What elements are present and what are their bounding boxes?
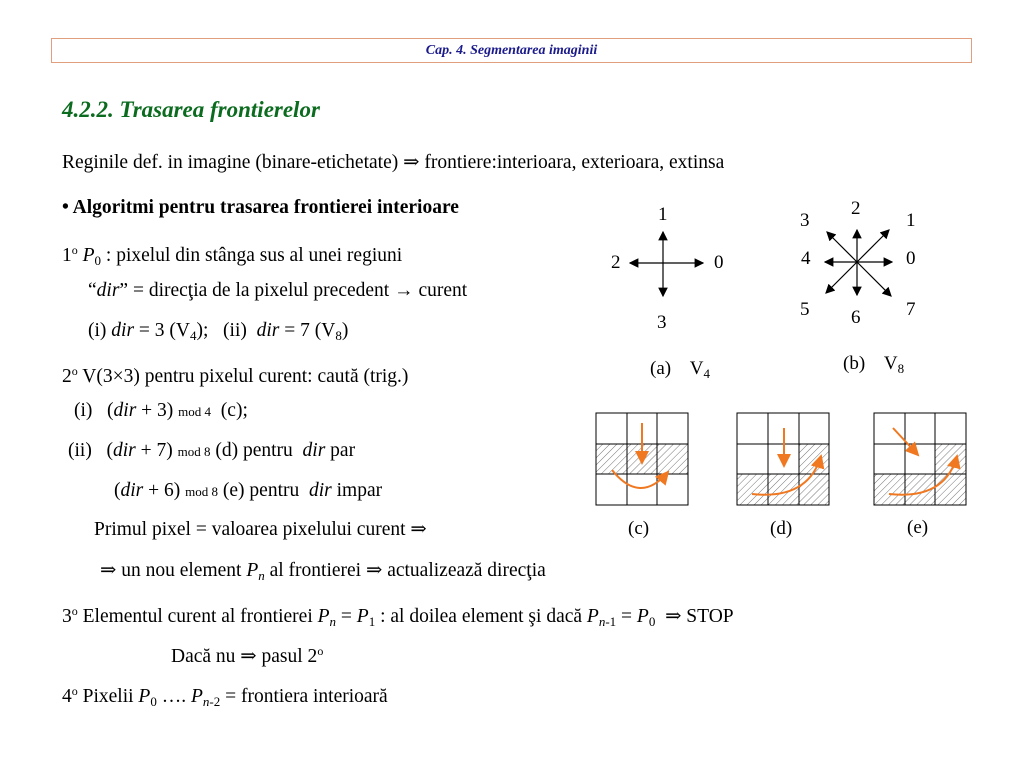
v8-label-0: 0 [906,248,916,269]
v8-diagram [825,230,892,296]
first-pixel-line: Primul pixel = valoarea pixelului curent ⇒ [94,519,427,540]
implies-arrow: ⇒ [403,152,420,173]
step-3: 3$^o$ Elementul curent al frontierei $P_n = P_1$ : al doilea element şi dacă $P_{n-1} = P_0$ ⇒ STOP [62,604,734,629]
new-element-line: ⇒ un nou element $P_n$ al frontierei ⇒ actualizează direcţia [100,560,546,583]
v4-label-3: 3 [657,312,667,333]
v8-caption: (b) $V_8$ [843,353,905,376]
step-1-cases: (i) dir = 3 $(V_4)$; (ii) dir = 7 $(V_8)$ [88,320,349,343]
v8-label-1: 1 [906,210,916,231]
v8-label-2: 2 [851,198,861,219]
algo-title: Algoritmi pentru trasarea frontierei interioare [72,197,459,218]
if-not-line: Dacă nu ⇒ pasul 2$^o$ [171,644,324,667]
intro-text-b: frontiere:interioara, exterioara, extinsa [424,152,725,173]
grid-d [737,413,829,505]
v4-label-1: 1 [658,204,668,225]
v8-label-4: 4 [801,248,811,269]
grid-e [874,413,966,505]
section-title: 4.2.2. Trasarea frontierelor [62,97,320,122]
step-1: 1$^o$ $P_0$ : pixelul din stânga sus al unei regiuni [62,243,403,268]
chapter-header: Cap. 4. Segmentarea imaginii [51,38,972,63]
step-1-dir: “dir” = direcţia de la pixelul precedent → curent [88,280,468,301]
v4-caption: (a) $V_4$ [650,358,710,381]
v4-label-0: 0 [714,252,724,273]
bullet-icon: • [62,197,69,218]
rule-c: (i) (dir + 3) mod 4 (c); [74,400,248,421]
grid-caption-c: (c) [628,518,650,539]
step-2: 2$^o$ V(3×3) pentru pixelul curent: caută (trig.) [62,364,409,387]
v8-label-3: 3 [800,210,810,231]
v8-label-7: 7 [906,299,916,320]
v4-diagram [630,232,703,296]
rule-e: (dir + 6) mod 8 (e) pentru dir impar [114,480,383,501]
step-4: 4$^o$ Pixelii $P_0$ …. $P_{n-2}$ = frontiera interioară [62,684,388,709]
v4-label-2: 2 [611,252,621,273]
rule-d: (ii) (dir + 7) mod 8 (d) pentru dir par [68,440,356,461]
grid-caption-d: (d) [770,518,793,539]
intro-text-a: Reginile def. in imagine (binare-etichetate) [62,152,399,173]
grid-c [596,413,688,505]
v8-label-5: 5 [800,299,810,320]
grid-caption-e: (e) [907,517,929,538]
v8-label-6: 6 [851,307,861,328]
